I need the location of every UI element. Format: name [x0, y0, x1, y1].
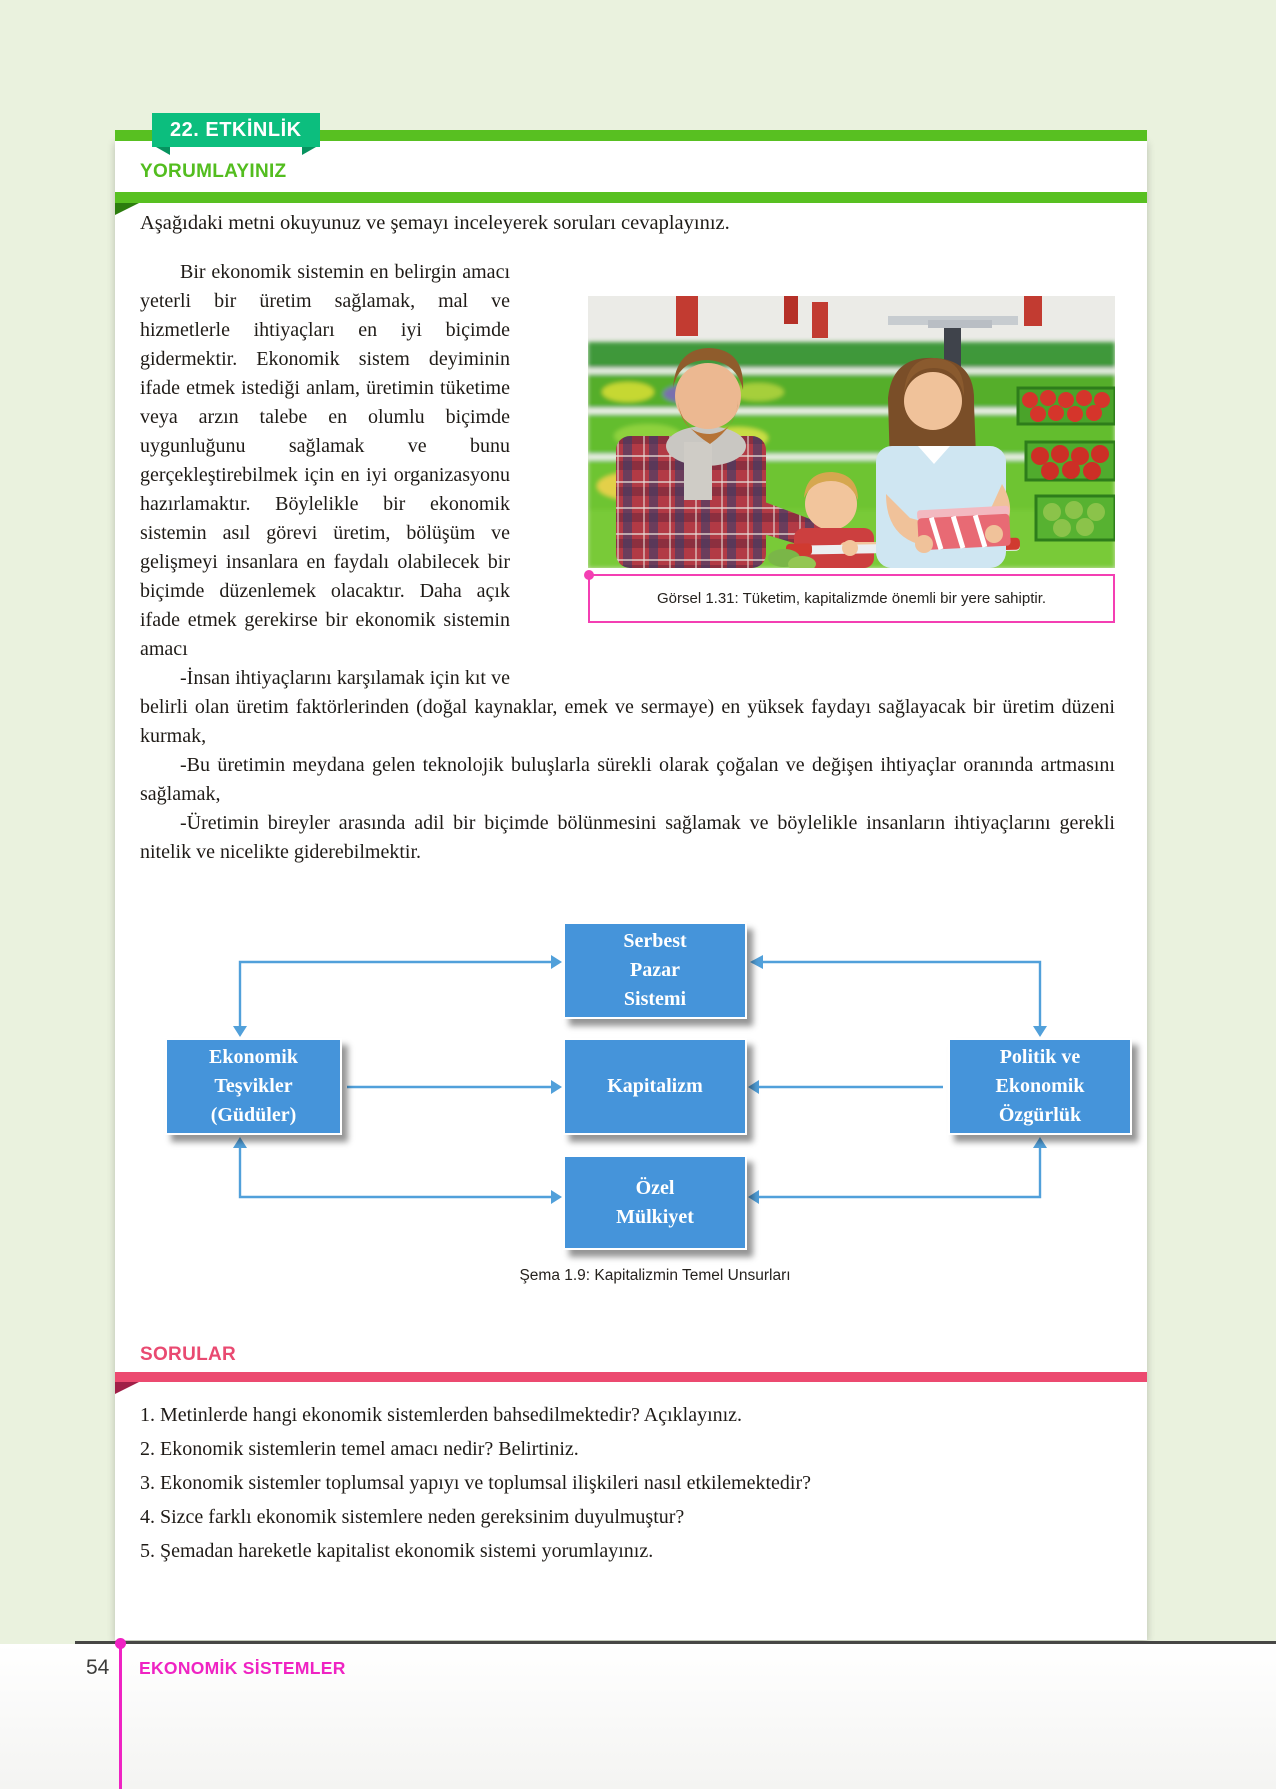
diagram-node-freedom [948, 1038, 1132, 1135]
supermarket-photo-art [588, 296, 1115, 568]
node-line: Özel [635, 1176, 675, 1199]
node-line: Kapitalizm [607, 1075, 703, 1097]
footer-divider-line [75, 1641, 1276, 1644]
question-item: 3. Ekonomik sistemler toplumsal yapıyı ve toplumsal ilişkileri nasıl etkilemektedir? [140, 1472, 811, 1494]
page-number: 54 [86, 1656, 110, 1679]
questions-list [140, 1398, 1120, 1568]
node-line: (Güdüler) [210, 1104, 297, 1126]
node-line: Sistemi [623, 988, 687, 1010]
node-line: Serbest [623, 930, 687, 952]
node-line: Özgürlük [998, 1104, 1082, 1126]
footer-vertical-line [119, 1641, 122, 1789]
article-bullet: -Bu üretimin meydana gelen teknolojik buluşlarla sürekli olarak çoğalan ve değişen ihtiyaçlar oranında artmasını sağlamak, [140, 754, 1115, 805]
question-item: 1. Metinlerde hangi ekonomik sistemlerden bahsedilmektedir? Açıklayınız. [140, 1404, 743, 1426]
consumption-photo-figure [588, 296, 1115, 623]
questions-title: SORULAR [140, 1344, 237, 1365]
node-line: Ekonomik [209, 1046, 298, 1068]
question-item: 5. Şemadan hareketle kapitalist ekonomik sistemi yorumlayınız. [140, 1540, 654, 1562]
article-paragraph: Bir ekonomik sistemin en belirgin amacı yeterli bir üretim sağlamak, mal ve hizmetlerle ihtiyaçları en iyi biçimde gidermektir. Ekonomik sistem deyiminin ifade etmek istediği anlam, üretimin tüketime veya arzın talebe en olumlu biçimde uygunluğunu sağlamak ve bunu gerçekleştirebilmek için en iyi organizasyonu hazırlamaktır. Böylelikle bir ekonomik sistemin asıl görevi üretim, bölüşüm ve gelişmeyi insanlara en faydalı olabilecek bir biçimde düzenlemek olacaktır. Daha açık ifade etmek gerekirse bir ekonomik sistemin amacı [140, 261, 510, 660]
diagram-node-private-property [563, 1155, 747, 1250]
activity-badge: 22. ETKİNLİK [152, 113, 320, 147]
article-body [140, 258, 1115, 867]
diagram-node-incentives [165, 1038, 342, 1135]
question-item: 2. Ekonomik sistemlerin temel amacı nedir? Belirtiniz. [140, 1438, 579, 1460]
instruction-text: Aşağıdaki metni okuyunuz ve şemayı inceleyerek soruları cevaplayınız. [140, 212, 730, 234]
article-bullet: -İnsan ihtiyaçlarını karşılamak için kıt ve belirli olan üretim faktörlerinden (doğal kaynaklar, emek ve sermaye) en yüksek faydayı sağlayacak bir üretim düzeni kurmak, [140, 667, 1115, 747]
section-title: YORUMLAYINIZ [140, 161, 287, 182]
node-line: Mülkiyet [616, 1205, 694, 1228]
node-line: Politik ve [999, 1046, 1081, 1068]
supermarket-family-photo [588, 296, 1115, 568]
question-item: 4. Sizce farklı ekonomik sistemlere neden gereksinim duyulmuştur? [140, 1506, 685, 1528]
node-line: Teşvikler [214, 1075, 293, 1097]
diagram-node-capitalism [563, 1038, 747, 1135]
article-bullet: -Üretimin bireyler arasında adil bir biçimde bölünmesini sağlamak ve böylelikle insanların ihtiyaçlarını gerekli nitelik ve nicelikte giderebilmektir. [140, 812, 1115, 863]
node-line: Pazar [630, 959, 680, 981]
second-green-bar [115, 192, 1147, 203]
node-line: Ekonomik [995, 1075, 1085, 1097]
capitalism-diagram [115, 905, 1147, 1305]
diagram-caption: Şema 1.9: Kapitalizmin Temel Unsurları [519, 1267, 791, 1284]
footer-line-dot [115, 1638, 126, 1649]
photo-caption: Görsel 1.31: Tüketim, kapitalizmde önemli bir yere sahiptir. [588, 574, 1115, 623]
pink-bar [115, 1372, 1147, 1382]
footer-section-title: EKONOMİK SİSTEMLER [139, 1658, 346, 1678]
diagram-node-free-market [563, 922, 747, 1019]
